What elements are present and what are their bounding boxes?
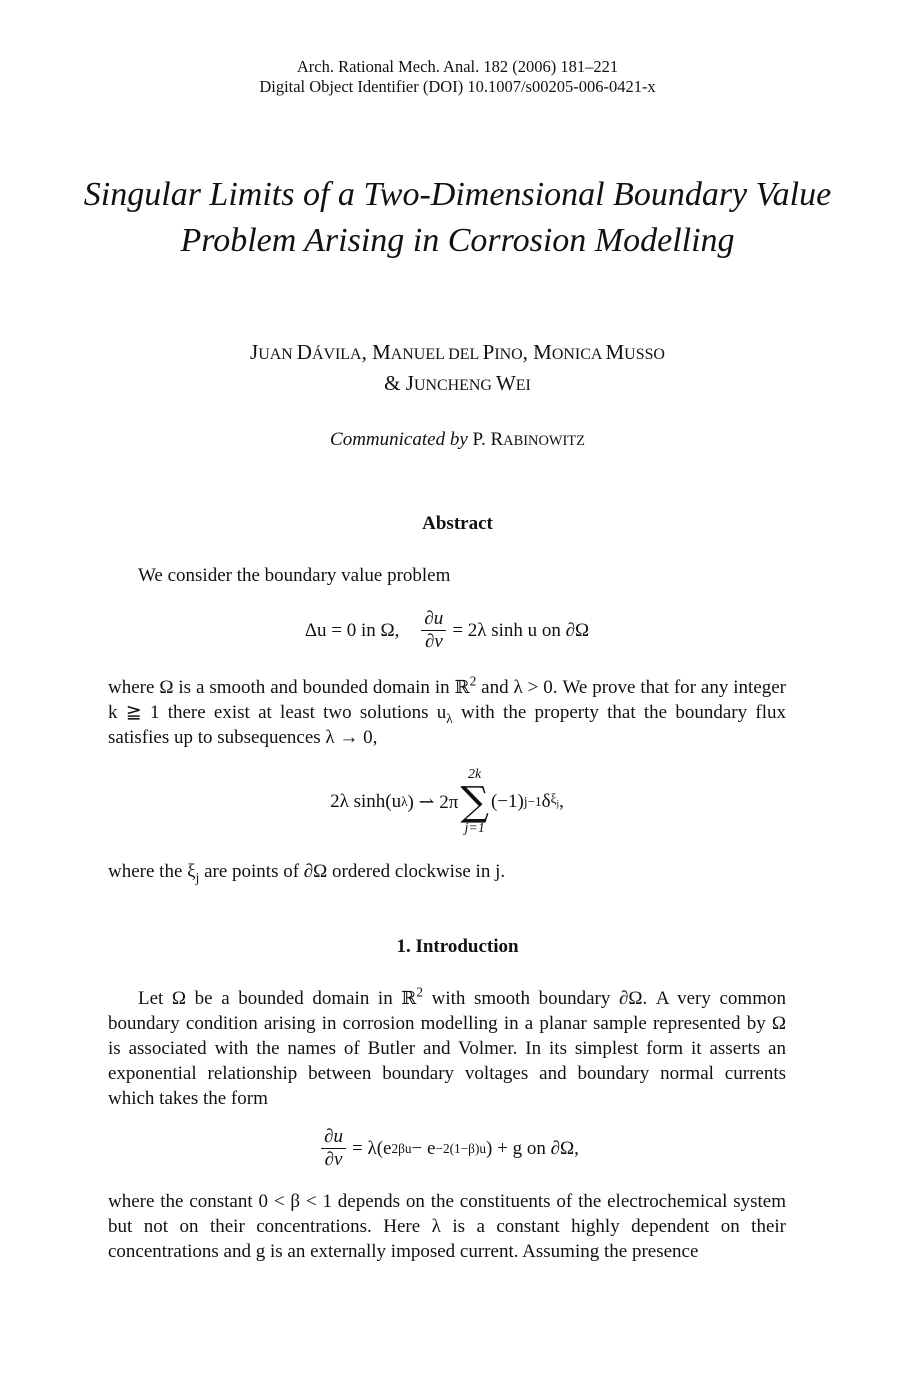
abstract-body: where Ω is a smooth and bounded domain in ℝ$^2$ and λ > 0. We prove that for any integer k ≧ 1 there exist at least two solutions $u_\lambda$ with the property that the boundary flux satisfies up to subsequences λ → 0,	[108, 673, 787, 748]
abstract-heading: Abstract	[422, 513, 493, 534]
abstract-closing: where the $\xi_j$ are points of ∂Ω ordered clockwise in j.	[108, 861, 506, 885]
section-heading-introduction: 1. Introduction	[396, 936, 519, 957]
journal-header	[0, 57, 915, 96]
author-list	[0, 338, 915, 400]
abstract-intro: We consider the boundary value problem	[138, 565, 451, 586]
equation-3: $\frac{\partial u}{\partial\nu}$ = λ(e 2βu − e −2(1−β)u ) + g on ∂Ω,	[108, 1126, 786, 1171]
journal-citation: Arch. Rational Mech. Anal. 182 (2006) 181–221	[296, 57, 619, 76]
paper-title: Singular Limits of a Two-Dimensional Boundary Value Problem Arising in Corrosion Modelling	[83, 176, 832, 259]
introduction-paragraph-1: Let Ω be a bounded domain in ℝ$^2$ with smooth boundary ∂Ω. A very common boundary condition arising in corrosion modelling in a planar sample represented by Ω is associated with the names of Butler and Volmer. In its simplest form it asserts an exponential relationship between boundary voltages and boundary normal currents which takes the form	[108, 984, 786, 1109]
communicated-by: Communicated by P. RABINOWITZ	[330, 429, 585, 450]
equation-2: 2λ sinh(u λ ) ⇀ 2π 2k ∑ j=1 (−1) j−1 δ $\xi_j$ ,	[330, 767, 564, 836]
doi-line: Digital Object Identifier (DOI) 10.1007/s00205-006-0421-x	[259, 76, 656, 96]
author-line-2: & JUNCHENG WEI	[384, 371, 531, 395]
introduction-paragraph-2: where the constant 0 < β < 1 depends on the constituents of the electrochemical system but not on their concentrations. Here λ is a constant highly dependent on their concentrations and g is an externally imposed current. Assuming the presence	[108, 1191, 786, 1262]
author-line-1: JUAN DÁVILA, MANUEL DEL PINO, MONICA MUSSO	[250, 340, 665, 364]
equation-1: Δu = 0 in Ω, $\frac{\partial u}{\partial\nu}$ = 2λ sinh u on ∂Ω	[304, 608, 590, 652]
